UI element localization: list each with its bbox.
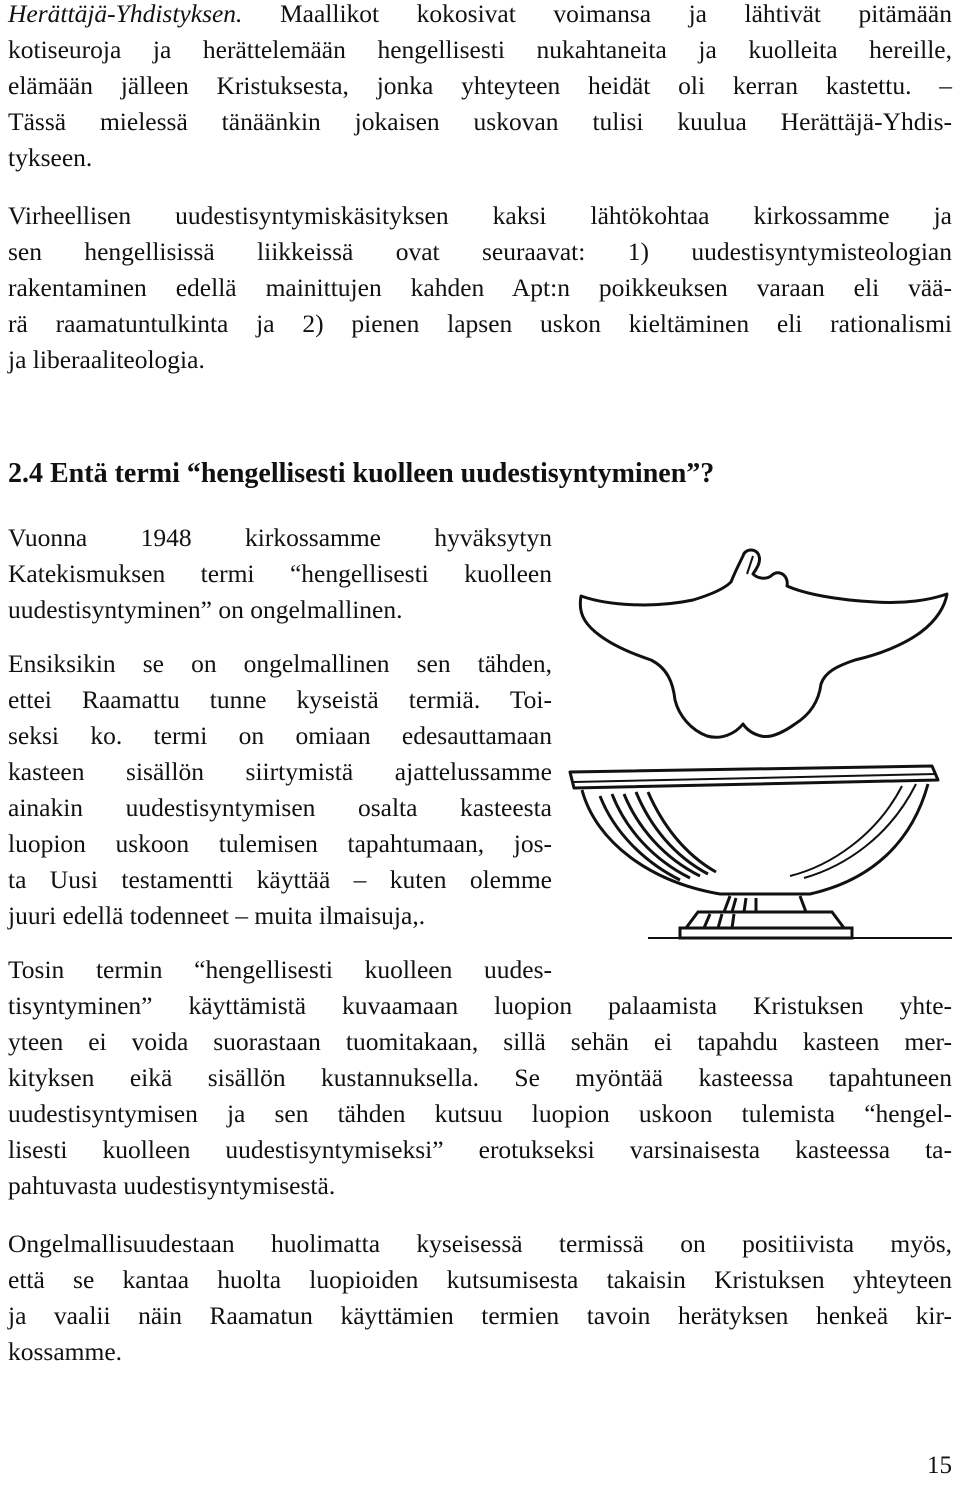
section-heading: 2.4 Entä termi “hengellisesti kuolleen uudestisyntyminen”? — [8, 458, 715, 489]
text-line: lisesti kuolleen uudestisyntymiseksi” erotukseksi varsinaisesta kasteessa ta- — [8, 1135, 952, 1164]
text-line: juuri edellä todenneet – muita ilmaisuja,. — [8, 901, 426, 930]
text-line: Ensiksikin se on ongelmallinen sen tähden, — [8, 649, 552, 678]
text-line: uudestisyntymisen ja sen tähden kutsuu luopion uskoon tulemista “hengel- — [8, 1099, 952, 1128]
text-line: ainakin uudestisyntymisen osalta kasteesta — [8, 793, 552, 822]
text-line: kotiseuroja ja herättelemään hengellisesti nukahtaneita ja kuolleita hereille, — [8, 35, 952, 64]
text-line: Ongelmallisuudestaan huolimatta kyseisessä termissä on positiivista myös, — [8, 1229, 952, 1258]
text-line: rä raamatuntulkinta ja 2) pienen lapsen uskon kieltäminen eli rationalismi — [8, 309, 952, 338]
text-line: seksi ko. termi on omiaan edesauttamaan — [8, 721, 552, 750]
text-line: Vuonna 1948 kirkossamme hyväksytyn — [8, 523, 552, 552]
baptismal-font-icon — [560, 762, 955, 957]
text-line: Virheellisen uudestisyntymiskäsityksen kaksi lähtökohtaa kirkossamme ja — [8, 201, 952, 230]
text-line: ja liberaaliteologia. — [8, 345, 205, 374]
text-line: tykseen. — [8, 143, 93, 172]
text-line: ta Uusi testamentti käyttää – kuten olemme — [8, 865, 552, 894]
text-line: sen hengellisissä liikkeissä ovat seuraavat: 1) uudestisyntymisteologian — [8, 237, 952, 266]
text-line: Katekismuksen termi “hengellisesti kuolleen — [8, 559, 552, 588]
text-line: kossamme. — [8, 1337, 123, 1366]
text-line: luopion uskoon tulemisen tapahtumaan, jos- — [8, 829, 552, 858]
text-line: että se kantaa huolta luopioiden kutsumisesta takaisin Kristuksen yhteyteen — [8, 1265, 952, 1294]
text-line: kityksen eikä sisällön kustannuksella. Se myöntää kasteessa tapahtuneen — [8, 1063, 952, 1092]
text-line: yteen ei voida suorastaan tuomitakaan, sillä sehän ei tapahdu kasteen mer- — [8, 1027, 952, 1056]
italic-lead: Herättäjä-Yhdistyksen. — [8, 0, 243, 28]
page-number: 15 — [927, 1452, 952, 1479]
text-line: Herättäjä-Yhdistyksen. Maallikot kokosivat voimansa ja lähtivät pitämään — [8, 0, 952, 28]
text-line: uudestisyntyminen” on ongelmallinen. — [8, 595, 403, 624]
text-line: Tosin termin “hengellisesti kuolleen uudes- — [8, 955, 552, 984]
text-line: ettei Raamattu tunne kyseistä termiä. Toi- — [8, 685, 552, 714]
text-line: Tässä mielessä tänäänkin jokaisen uskovan tulisi kuulua Herättäjä-Yhdis- — [8, 107, 952, 136]
text-line: rakentaminen edellä mainittujen kahden Apt:n poikkeuksen varaan eli vää- — [8, 273, 952, 302]
text-line: tisyntyminen” käyttämistä kuvaamaan luopion palaamista Kristuksen yhte- — [8, 991, 952, 1020]
text-line: ja vaalii näin Raamatun käyttämien termien tavoin herätyksen henkeä kir- — [8, 1301, 952, 1330]
text-line: kasteen sisällön siirtymistä ajattelussamme — [8, 757, 552, 786]
dove-icon — [575, 548, 955, 748]
text-line: elämään jälleen Kristuksesta, jonka yhteyteen heidät oli kerran kastettu. – — [8, 71, 952, 100]
text-line: pahtuvasta uudestisyntymisestä. — [8, 1171, 336, 1200]
